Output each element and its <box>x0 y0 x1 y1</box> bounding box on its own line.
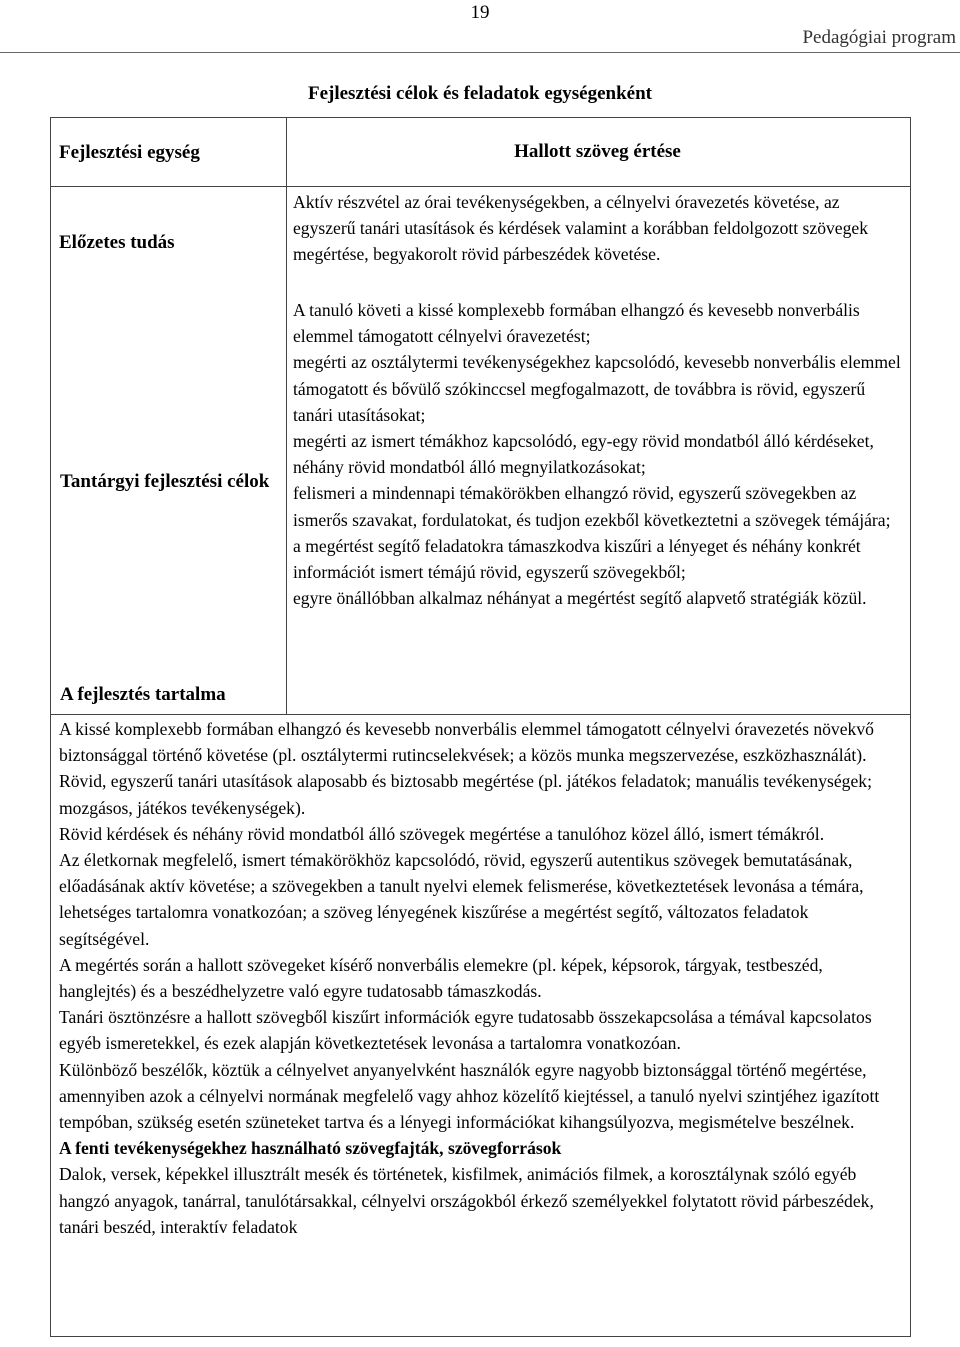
sources-heading: A fenti tevékenységekhez használható szövegfajták, szövegforrások <box>59 1138 562 1159</box>
header-divider <box>0 52 960 53</box>
content-paragraph: A megértés során a hallott szövegeket kísérő nonverbális elemekre (pl. képek, képsorok, tárgyak, testbeszéd, hanglejtés) és a beszédhelyzetre való egyre tudatosabb támaszkodás. <box>59 954 823 1002</box>
document-title: Fejlesztési célok és feladatok egységenként <box>307 83 653 104</box>
goals-row <box>51 297 910 715</box>
content-paragraph: A kissé komplexebb formában elhangzó és kevesebb nonverbális elemmel támogatott célnyelvi óravezetés növekvő biztonsággal történő követése (pl. osztálytermi rutincselekvések; a közös munka megszervezése, eszközhasználát). <box>59 719 874 766</box>
development-content <box>51 715 910 1336</box>
content-label: A fejlesztés tartalma <box>60 684 226 705</box>
curriculum-table <box>50 117 911 1337</box>
unit-row <box>51 118 910 187</box>
goals-label: Tantárgyi fejlesztési célok <box>60 471 270 492</box>
goals-label-cell <box>51 297 287 714</box>
content-paragraph: Tanári ösztönzésre a hallott szövegből kiszűrt információk egyre tudatosabb összekapcsolása a témával kapcsolatos egyéb ismeretekkel, és ezek alapján következtetések levonása a tartalomra vonatkozóan. <box>59 1007 872 1054</box>
running-header: Pedagógiai program <box>802 27 956 48</box>
goals-list <box>287 297 910 714</box>
goal-item: egyre önállóbban alkalmaz néhányat a megértést segítő alapvető stratégiák közül. <box>293 588 867 609</box>
content-paragraph: Különböző beszélők, köztük a célnyelvet anyanyelvként használók egyre nagyobb biztonsággal történő megértése, amennyiben azok a célnyelvi normának megfelelő vagy ahhoz közelítő kiejtéssel, a tanuló nyelvi szintjéhez igazított tempóban, szükség esetén szüneteket tartva és a lényegi információkat kihangsúlyozva, megismételve beszélnek. <box>59 1059 880 1133</box>
goal-item: megérti az ismert témákhoz kapcsolódó, egy-egy rövid mondatból álló kérdéseket, néhány rövid mondatból álló megnyilatkozásokat; <box>293 431 874 478</box>
unit-value: Hallott szöveg értése <box>514 140 681 162</box>
sources-text: Dalok, versek, képekkel illusztrált mesék és történetek, kisfilmek, animációs filmek, a korosztálynak szóló egyéb hangzó anyagok, tanárral, tanulótársakkal, célnyelvi országokból érkező személyekkel folytatott rövid párbeszédek, tanári beszéd, interaktív feladatok <box>59 1164 874 1237</box>
prior-knowledge-row <box>51 187 910 297</box>
goal-item: megérti az osztálytermi tevékenységekhez kapcsolódó, kevesebb nonverbális elemmel támogatott és bővülő szókinccsel megfogalmazott, de továbbra is rövid, egyszerű tanári utasításokat; <box>293 352 901 425</box>
goal-item: felismeri a mindennapi témakörökben elhangzó rövid, egyszerű szövegekben az ismerős szavakat, fordulatokat, és tudjon ezekből következtetni a szövegek témájára; <box>293 483 891 530</box>
goal-item: A tanuló követi a kissé komplexebb formában elhangzó és kevesebb nonverbális elemmel támogatott célnyelvi óravezetést; <box>293 300 860 347</box>
unit-label: Fejlesztési egység <box>51 118 287 186</box>
prior-knowledge-label: Előzetes tudás <box>51 187 287 297</box>
page-number: 19 <box>470 2 490 23</box>
content-paragraph: Rövid kérdések és néhány rövid mondatból álló szövegek megértése a tanulóhoz közel álló, ismert témákról. <box>59 823 825 844</box>
prior-knowledge-text: Aktív részvétel az órai tevékenységekben, a célnyelvi óravezetés követése, az egyszerű tanári utasítások és kérdések valamint a korábban feldolgozott szövegek megértése, begyakorolt rövid párbeszédek követése. <box>293 192 869 265</box>
content-paragraph: Rövid, egyszerű tanári utasítások alaposabb és biztosabb megértése (pl. játékos feladatok; manuális tevékenységek; mozgásos, játékos tevékenységek). <box>59 771 872 818</box>
content-paragraph: Az életkornak megfelelő, ismert témakörökhöz kapcsolódó, rövid, egyszerű autentikus szövegek bemutatásának, előadásának aktív követése; a szövegekben a tanult nyelvi elemek felismerése, következtetések levonása a témára, lehetséges tartalomra vonatkozóan; a szöveg lényegének kiszűrése a megértést segítő, változatos feladatok segítségével. <box>59 850 864 949</box>
goal-item: a megértést segítő feladatokra támaszkodva kiszűri a lényeget és néhány konkrét információt ismert témájú rövid, egyszerű szövegekből; <box>293 535 861 583</box>
